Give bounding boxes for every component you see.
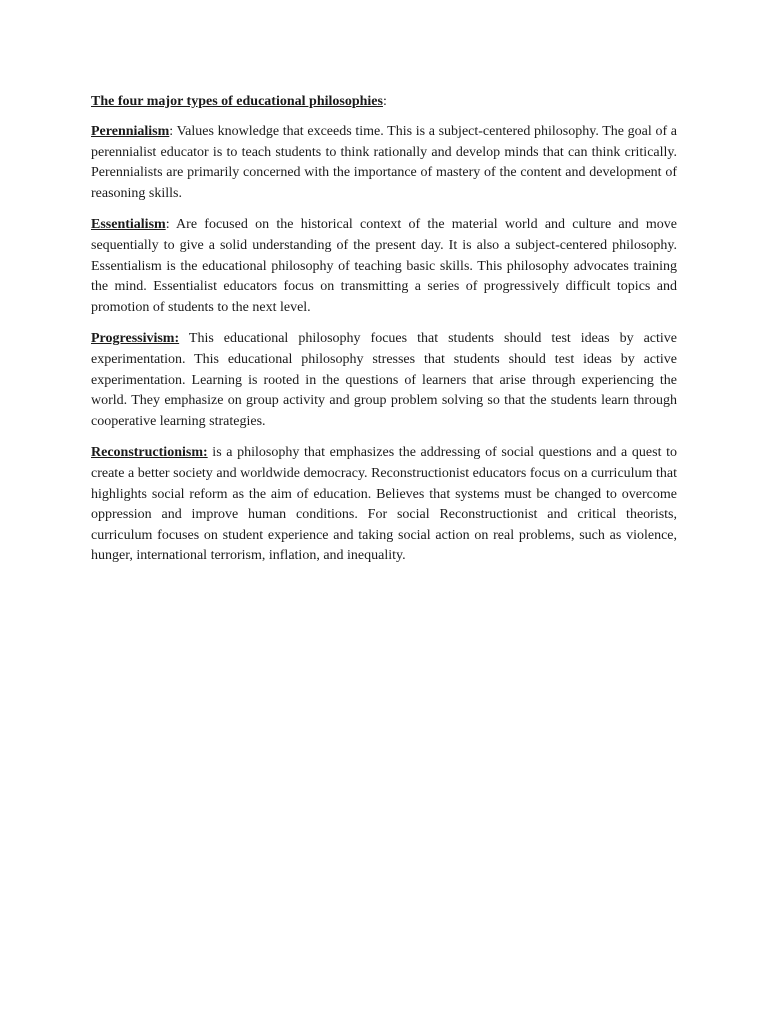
section-reconstructionism [91, 443, 677, 567]
text-perennialism: Values knowledge that exceeds time. This is a subject-centered philosophy. The goal of a perennialist educator is to teach students to think rationally and develop minds that can think critically. Perennialists are primarily concerned with the importance of mastery of the content and development of reasoning skills. [91, 124, 677, 201]
term-progressivism: Progressivism: [91, 331, 180, 347]
section-perennialism [91, 122, 677, 204]
title-suffix: : [382, 94, 387, 109]
term-essentialism: Essentialism [91, 217, 166, 233]
separator-perennialism: : [169, 124, 174, 139]
text-essentialism: Are focused on the historical context of the material world and culture and move sequentially to give a solid understanding of the present day. It is also a subject-centered philosophy. Essentialism is the educational philosophy of teaching basic skills. This philosophy advocates training the mind. Essentialist educators focus on transmitting a series of progressively difficult topics and promotion of students to the next level. [91, 217, 677, 315]
title-text: The four major types of educational philosophies [91, 94, 383, 109]
text-reconstructionism: is a philosophy that emphasizes the addressing of social questions and a quest to create a better society and worldwide democracy. Reconstructionist educators focus on a curriculum that highlights social reform as the aim of education. Believes that systems must be changed to overcome oppression and improve human conditions. For social Reconstructionist and critical theorists, curriculum focuses on student experience and taking social action on real problems, such as violence, hunger, international terrorism, inflation, and inequality. [91, 445, 677, 564]
section-progressivism [91, 329, 677, 432]
section-essentialism [91, 215, 677, 318]
document-page [91, 92, 677, 578]
separator-essentialism: : [165, 217, 170, 233]
document-title [91, 92, 677, 112]
term-reconstructionism: Reconstructionism: [91, 445, 208, 461]
term-perennialism: Perennialism [91, 124, 170, 139]
text-progressivism: This educational philosophy focues that students should test ideas by active experimentation. This educational philosophy stresses that students should test ideas by active experimentation. Learning is rooted in the questions of learners that arise through experiencing the world. They emphasize on group activity and group problem solving so that the students learn through cooperative learning strategies. [91, 331, 677, 429]
